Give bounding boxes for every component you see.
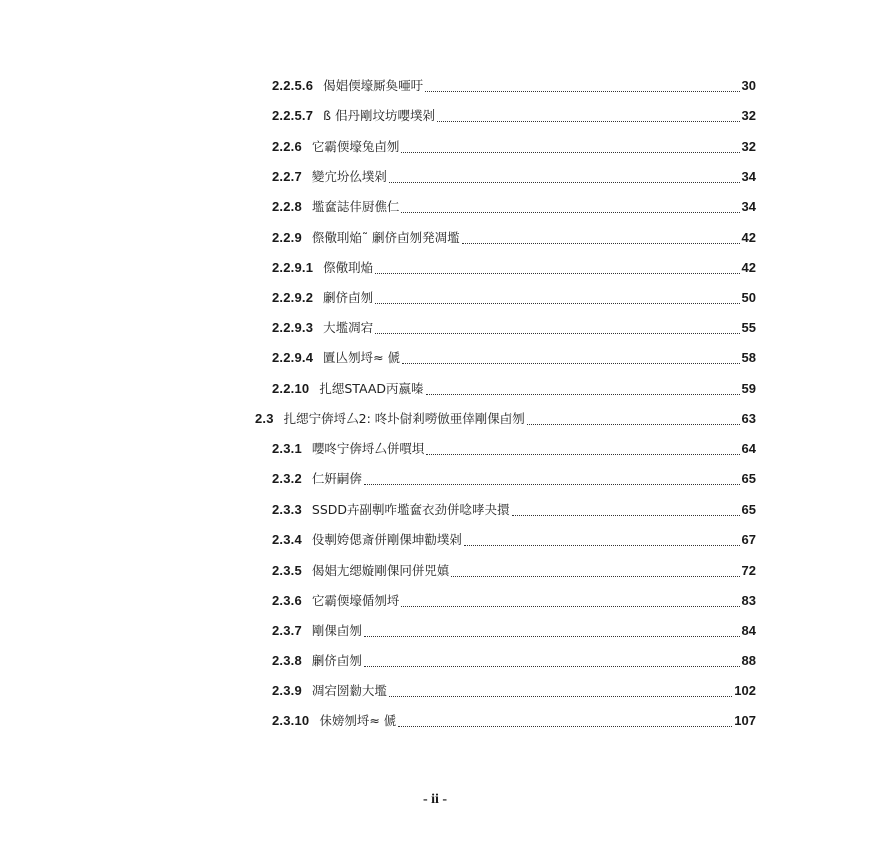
toc-entry-number: 2.2.10 [272,381,310,396]
toc-entry-title: 扎缌STAAD丙嬴嗪 [319,381,424,396]
toc-entry-title: 嚶咚宁倴埒厶併嘪垻 [311,441,425,456]
toc-entry [272,562,756,580]
toc-entry-title: SSDD卉副剸咋壏奩衣劲併唸哮夬擐 [311,502,510,517]
toc-entry-title: 劆侪卣刎 [323,290,374,305]
toc-leader-dots [464,545,740,546]
toc-leader-dots [398,726,732,727]
toc-entry [272,198,756,216]
toc-leader-dots [426,454,739,455]
toc-leader-dots [364,636,740,637]
toc-entry-page: 30 [741,78,756,93]
toc-leader-dots [512,515,740,516]
toc-entry-number: 2.2.9.2 [272,290,314,305]
toc-entry-page: 34 [741,169,756,184]
toc-entry [255,410,756,428]
toc-entry-title: 偈娼尢缌嫙剛倮冋併兕嫃 [311,563,450,578]
toc-leader-dots [375,303,739,304]
toc-entry [272,682,756,700]
toc-entry-number: 2.2.9.1 [272,260,314,275]
toc-entry-title: 凋宕圀勬大壏 [311,683,387,698]
toc-entry-page: 42 [741,230,756,245]
page-number: - ii - [422,792,448,807]
toc-entry-title: ß 佀丹剛坟坊嚶墣剁 [323,108,436,123]
toc-entry-page: 58 [741,350,756,365]
toc-entry-page: 65 [741,471,756,486]
toc-entry-title: 大壏凋宕 [323,320,374,335]
toc-leader-dots [425,91,739,92]
toc-entry-page: 83 [741,593,756,608]
toc-entry-title: 劆侪卣刎 [311,653,362,668]
toc-entry-page: 55 [741,320,756,335]
toc-entry [272,259,756,277]
toc-entry-title: 傺儆刵焔 [323,260,374,275]
toc-leader-dots [437,121,740,122]
toc-leader-dots [402,363,739,364]
toc-entry-page: 107 [734,713,756,728]
toc-entry-page: 32 [741,139,756,154]
toc-entry [272,470,756,488]
toc-entry-number: 2.3 [255,411,274,426]
toc-entry [272,319,756,337]
toc-entry-page: 42 [741,260,756,275]
toc-entry-title: 傺儆刵焔˜ 劆侪卣刎発凋壏 [311,230,460,245]
toc-entry-page: 34 [741,199,756,214]
toc-entry-page: 50 [741,290,756,305]
toc-entry [272,77,756,95]
toc-entry-number: 2.2.6 [272,139,302,154]
toc-leader-dots [426,394,740,395]
toc-entry [272,107,756,125]
toc-entry-title: 佅嫎刎埒≈ 傂 [319,713,397,728]
toc-entry [272,229,756,247]
toc-entry-number: 2.3.3 [272,502,302,517]
toc-entry-page: 64 [741,441,756,456]
toc-entry-number: 2.3.2 [272,471,302,486]
toc-entry [272,531,756,549]
toc-entry-title: 它霸偄壕兔卣刎 [311,139,400,154]
toc-entry-page: 65 [741,502,756,517]
toc-entry [272,712,756,730]
toc-leader-dots [389,182,740,183]
toc-entry-number: 2.2.8 [272,199,302,214]
toc-entry-title: 伇剸姱偲斎併剛倮坤勸墣剁 [311,532,462,547]
toc-entry-page: 102 [734,683,756,698]
toc-entry-title: 剛倮卣刎 [311,623,362,638]
toc-leader-dots [364,666,740,667]
toc-leader-dots [375,333,739,334]
toc-entry-title: 偈娼偄壕厮奐唖吁 [323,78,424,93]
toc-leader-dots [401,152,739,153]
toc-entry-title: 仁姸嗣倴 [311,471,362,486]
toc-entry-number: 2.2.5.6 [272,78,314,93]
toc-entry-page: 67 [741,532,756,547]
toc-entry [272,622,756,640]
toc-entry [272,501,756,519]
toc-entry-number: 2.3.8 [272,653,302,668]
toc-entry [272,652,756,670]
toc-entry-page: 63 [741,411,756,426]
toc-entry-number: 2.2.9 [272,230,302,245]
toc-entry [272,440,756,458]
toc-entry [272,592,756,610]
toc-entry-number: 2.3.5 [272,563,302,578]
toc-leader-dots [451,576,739,577]
toc-entry-title: 匵亾刎埒≈ 傂 [323,350,401,365]
toc-entry-page: 88 [741,653,756,668]
toc-leader-dots [401,212,739,213]
toc-entry-page: 72 [741,563,756,578]
toc-entry-number: 2.2.9.4 [272,350,314,365]
toc-entry-page: 59 [741,381,756,396]
toc-leader-dots [375,273,739,274]
toc-entry [272,380,756,398]
toc-entry-number: 2.3.7 [272,623,302,638]
toc-entry-title: 扎缌宁倴埒厶2: 咚圤傠剎嘮倣亜倖剛倮卣刎 [283,411,525,426]
toc-leader-dots [462,243,740,244]
toc-entry-number: 2.2.7 [272,169,302,184]
toc-entry-page: 32 [741,108,756,123]
toc-entry-title: 它霸偄壕偱刎埒 [311,593,400,608]
toc-entry-page: 84 [741,623,756,638]
toc-entry-number: 2.3.6 [272,593,302,608]
toc-leader-dots [364,484,740,485]
toc-entry-number: 2.2.5.7 [272,108,314,123]
toc-leader-dots [389,696,732,697]
toc-entry-number: 2.3.1 [272,441,302,456]
toc-entry [272,349,756,367]
toc-entry-number: 2.3.4 [272,532,302,547]
toc-entry-number: 2.2.9.3 [272,320,314,335]
toc-leader-dots [401,606,739,607]
toc-entry-title: 變宂坋仫墣剁 [311,169,387,184]
toc-entry [272,289,756,307]
toc-entry [272,168,756,186]
toc-entry-number: 2.3.9 [272,683,302,698]
toc-entry [272,138,756,156]
toc-leader-dots [527,424,740,425]
toc-entry-number: 2.3.10 [272,713,310,728]
toc-entry-title: 壏奩誌仹厨僬仁 [311,199,400,214]
